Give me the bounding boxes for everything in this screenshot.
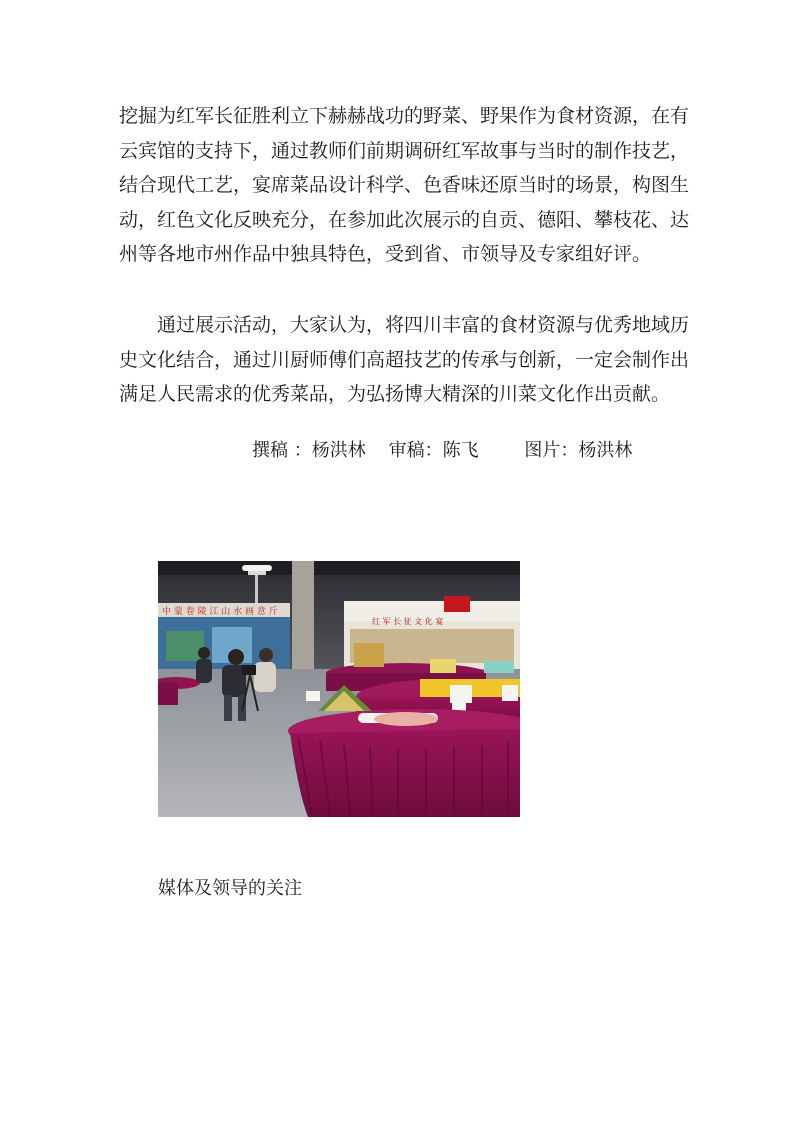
booth-banner-text: 红 军 长 征 文 化 宴 bbox=[372, 617, 444, 626]
paragraph-2 bbox=[119, 308, 690, 412]
paragraph-1 bbox=[119, 99, 690, 272]
text-line: 云宾馆的支持下，通过教师们前期调研红军故事与当时的制作技艺， bbox=[119, 139, 690, 162]
text-line: 结合现代工艺，宴席菜品设计科学、色香味还原当时的场景，构图生 bbox=[119, 174, 690, 196]
credits-line: 撰稿 ：杨洪林 审稿：陈飞 图片：杨洪林 bbox=[252, 440, 633, 461]
photo-caption: 媒体及领导的关注 bbox=[158, 878, 302, 899]
text-line: 通过展示活动，大家认为，将四川丰富的食材资源与优秀地域历 bbox=[157, 314, 690, 336]
exhibition-photo bbox=[158, 561, 520, 817]
text-line: 动，红色文化反映充分，在参加此次展示的自贡、德阳、攀枝花、达 bbox=[119, 208, 690, 231]
text-line: 史文化结合，通过川厨师傅们高超技艺的传承与创新，一定会制作出 bbox=[119, 348, 690, 371]
text-line: 挖掘为红军长征胜利立下赫赫战功的野菜、野果作为食材资源，在有 bbox=[119, 105, 690, 127]
text-line: 州等各地市州作品中独具特色，受到省、市领导及专家组好评。 bbox=[119, 243, 652, 265]
booth-banner-text: 中 蒙 卷 陵 江 山 水 画 意 斤 bbox=[162, 607, 278, 617]
text-line: 满足人民需求的优秀菜品，为弘扬博大精深的川菜文化作出贡献。 bbox=[119, 383, 671, 405]
